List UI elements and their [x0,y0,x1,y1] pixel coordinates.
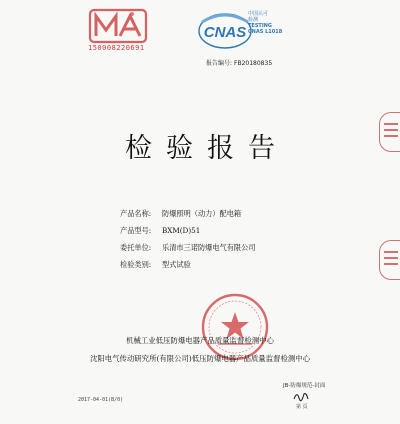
field-value: 乐清市三诺防爆电气有限公司 [162,242,256,252]
issuer-secondary: 沈阳电气传动研究所(有限公司)低压防爆电器产品质量监督检测中心 [89,354,311,363]
report-number-label: 报告编号: [206,60,233,67]
handwritten-signature [293,390,309,402]
field-value: 型式试验 [162,259,191,269]
cma-number: 150008220691 [88,44,145,52]
info-fields [120,205,255,273]
cnas-caption [248,11,282,35]
field-product-name [120,205,255,222]
field-label: 检验类别: [120,259,152,269]
cnas-line-1: 中国认可 [248,11,269,17]
seam-stamp-middle [379,240,400,280]
field-test-type [120,256,255,273]
cnas-line-2: 检测 [248,17,259,23]
field-client [120,239,255,256]
document-title: 检验报告 [125,133,289,164]
form-code: JB-防爆规范-封面 [283,383,326,389]
cnas-line-4: CNAS L1018 [248,29,283,35]
cnas-line-3: TESTING [248,23,272,29]
field-label: 产品名称: [120,208,152,218]
revision-date: 2017-04-01(B/0) [78,397,124,403]
field-label: 产品型号: [120,225,152,235]
report-number [206,58,272,67]
official-seal [200,292,270,362]
field-product-model [120,222,255,239]
cnas-logo [196,10,256,52]
page-number: 第 页 [296,404,308,410]
issuer-primary: 机械工业低压防爆电器产品质量监督检测中心 [126,336,274,345]
field-value: 防爆照明（动力）配电箱 [162,208,242,218]
field-label: 委托单位: [120,242,152,252]
svg-text:CNAS: CNAS [203,24,247,41]
field-value: BXM(D)51 [162,226,201,235]
report-number-value: FB20180835 [234,60,273,67]
